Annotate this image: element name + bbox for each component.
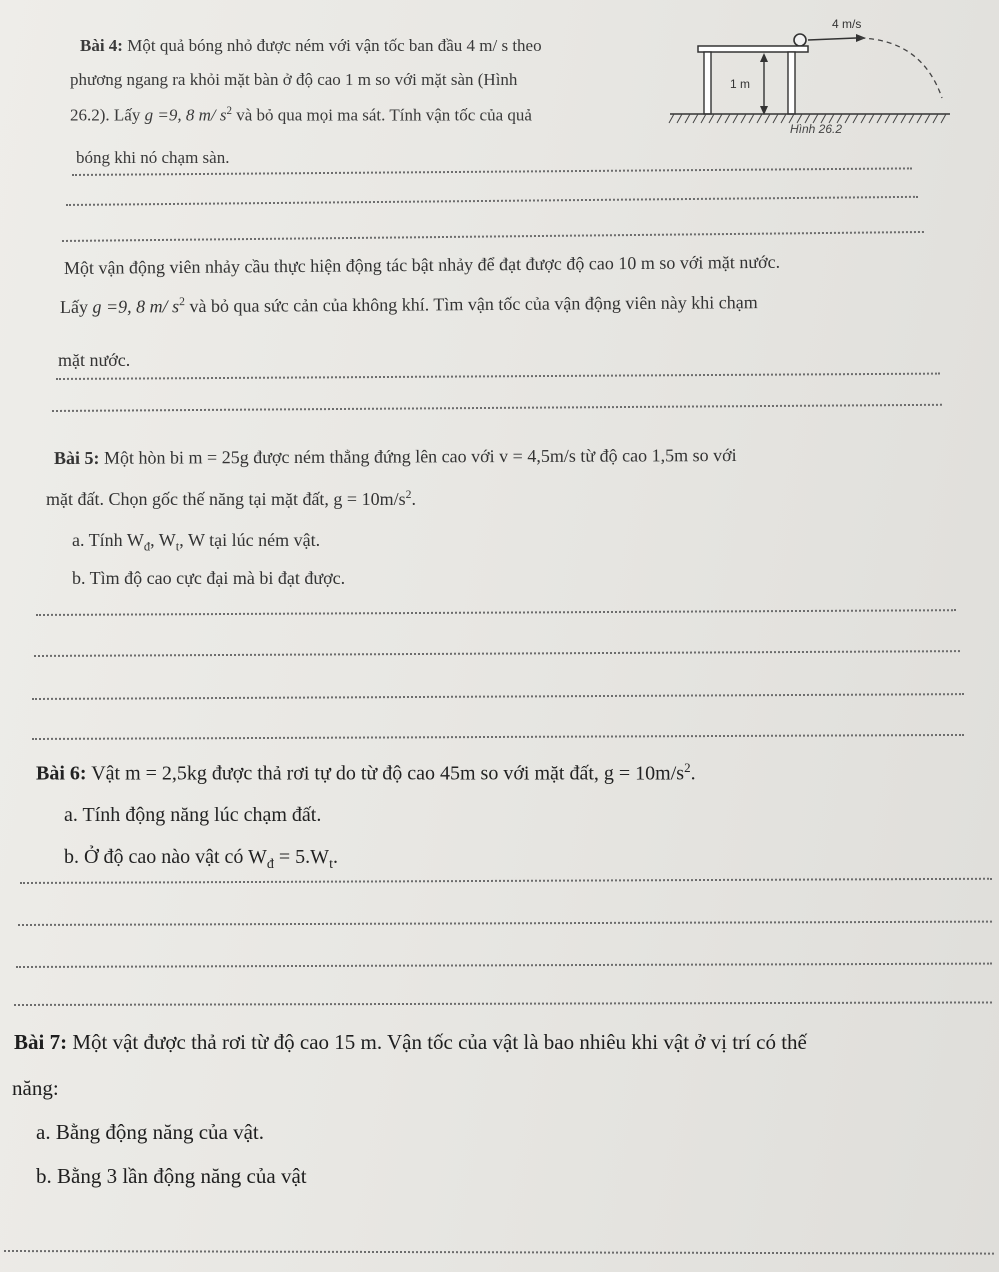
figure-height-label: 1 m — [730, 77, 751, 91]
bai7-item-a: a. Bằng động năng của vật. — [36, 1120, 265, 1144]
bai6-line1-end: . — [690, 762, 696, 785]
bai4-line1-text: Một quả bóng nhỏ được ném với vận tốc ban đầu 4 m/ s theo — [127, 36, 542, 55]
bai7-item-b: b. Bằng 3 lần động năng của vật — [36, 1164, 307, 1188]
ball-icon — [794, 34, 806, 46]
answer-line — [36, 609, 956, 616]
answer-line — [4, 1250, 994, 1255]
answer-line — [52, 404, 942, 412]
diver-g-exp: 2 — [179, 295, 185, 309]
answer-line — [62, 231, 924, 242]
bai4-line3-b: và bỏ qua mọi ma sát. Tính vận tốc của quả — [236, 105, 532, 125]
bai6-item-b-end: . — [332, 846, 338, 868]
figure-caption: Hình 26.2 — [790, 122, 843, 136]
bai4-line2: phương ngang ra khỏi mặt bàn ở độ cao 1 m so với mặt sàn (Hình — [70, 70, 518, 89]
bai6-line1-text: Vật m = 2,5kg được thả rơi tự do từ độ cao 45m so với mặt đất, g = 10m/s — [91, 762, 685, 785]
answer-line — [16, 963, 992, 968]
bai5-item-a-sub2: t — [175, 539, 180, 554]
bai5-line2-end: . — [411, 489, 416, 509]
bai6-item-b-sub2: t — [329, 857, 333, 872]
bai5-line2-a: mặt đất. Chọn gốc thế năng tại mặt đất, g = 10m/s — [46, 489, 406, 509]
velocity-arrow — [808, 38, 856, 40]
answer-line — [18, 921, 992, 926]
bai4-g-value: g =9, 8 m/ s — [144, 105, 227, 125]
answer-line — [14, 1001, 992, 1006]
bai5-item-a-mid: , W — [150, 530, 176, 550]
figure-speed-label: 4 m/s — [832, 17, 862, 31]
bai6-line1 — [36, 760, 696, 786]
diver-g-value: g =9, 8 m/ s — [92, 296, 180, 317]
bai5-heading: Bài 5: — [53, 447, 100, 468]
bai4-line3-a: 26.2). Lấy — [70, 105, 141, 125]
bai5-item-a-sub1: đ — [143, 539, 151, 554]
table-leg-right — [788, 52, 795, 114]
table-leg-left — [704, 52, 711, 114]
bai4-line4: bóng khi nó chạm sàn. — [76, 148, 230, 167]
diver-line2-a: Lấy — [59, 296, 89, 317]
bai7-line2: năng: — [12, 1076, 59, 1100]
bai5-item-b: b. Tìm độ cao cực đại mà bi đạt được. — [72, 568, 346, 588]
table-top — [698, 46, 808, 52]
bai6-item-b — [64, 846, 338, 873]
trajectory-path — [860, 38, 942, 98]
bai5-item-a — [72, 530, 320, 555]
bai7-line1 — [14, 1030, 807, 1055]
answer-line — [32, 693, 964, 700]
answer-line — [34, 650, 960, 657]
bai5-item-a-end: , W tại lúc ném vật. — [179, 530, 321, 550]
answer-line — [72, 167, 912, 176]
diver-line2-b: và bỏ qua sức cản của không khí. Tìm vận tốc của vận động viên này khi chạm — [189, 292, 758, 317]
bai4-g-exp: 2 — [226, 105, 232, 117]
answer-line — [66, 196, 918, 206]
diver-line3: mặt nước. — [58, 350, 131, 370]
bai4-line3 — [70, 105, 532, 126]
height-arrowhead-top — [760, 53, 768, 62]
answer-line — [56, 373, 940, 380]
figure-26-2 — [660, 10, 960, 138]
bai6-line1-exp: 2 — [684, 760, 691, 775]
diver-line1: Một vận động viên nhảy cầu thực hiện động tác bật nhảy để đạt được độ cao 10 m so với mặt nước. — [63, 251, 781, 278]
bai5-line2-exp: 2 — [405, 488, 412, 501]
answer-line — [32, 734, 964, 740]
bai5-item-a-text: a. Tính W — [72, 530, 144, 550]
bai7-line1-text: Một vật được thả rơi từ độ cao 15 m. Vận tốc của vật là bao nhiêu khi vật ở vị trí có thế — [72, 1030, 807, 1054]
diver-line2 — [60, 291, 758, 318]
bai5-line1 — [54, 445, 737, 469]
bai5-line1-text: Một hòn bi m = 25g được ném thẳng đứng lên cao với v = 4,5m/s từ độ cao 1,5m so với — [103, 445, 737, 468]
bai6-heading: Bài 6: — [36, 762, 87, 785]
bai6-item-b-text: b. Ở độ cao nào vật có W — [64, 846, 267, 868]
answer-line — [20, 878, 992, 884]
bai6-item-b-mid: = 5.W — [273, 846, 330, 868]
bai4-heading: Bài 4: — [80, 36, 123, 55]
bai7-heading: Bài 7: — [14, 1030, 68, 1054]
bai4-line1 — [80, 36, 542, 56]
bai5-line2 — [46, 488, 416, 510]
bai6-item-b-sub1: đ — [266, 857, 274, 872]
bai6-item-a: a. Tính động năng lúc chạm đất. — [64, 804, 322, 826]
